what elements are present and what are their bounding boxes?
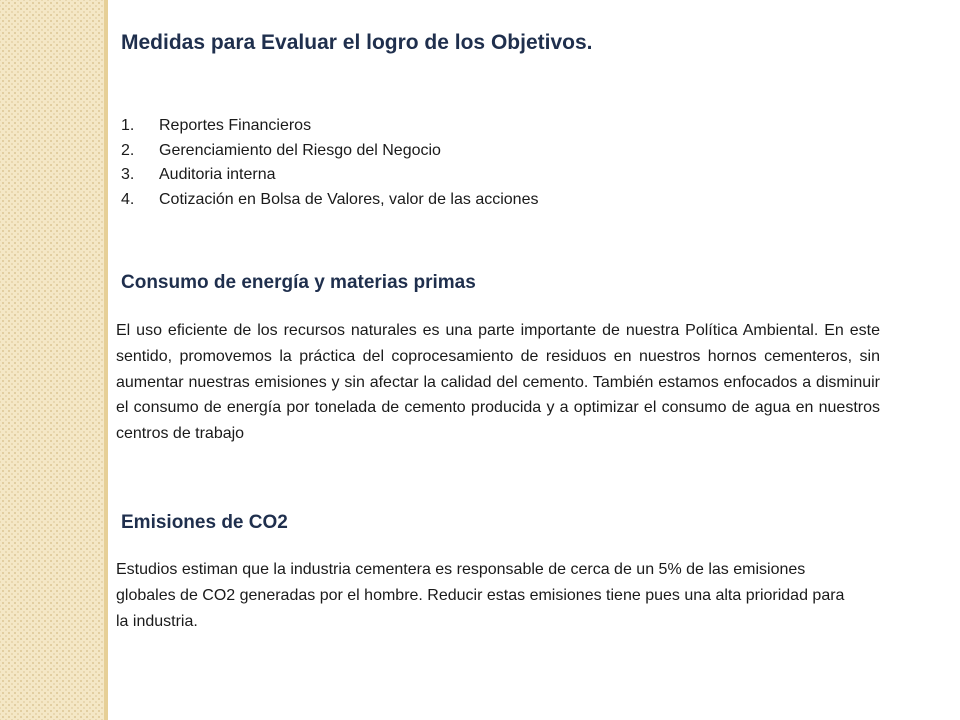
- energy-paragraph: El uso eficiente de los recursos naturales es una parte importante de nuestra Política Ambiental. En este sentido, promovemos la práctica del coprocesamiento de residuos en nuestros hornos cementeros, sin aumentar nuestras emisiones y sin afectar la calidad del cemento. También estamos enfocados a disminuir el consumo de energía por tonelada de cemento producida y a optimizar el consumo de agua en nuestros centros de trabajo: [116, 322, 880, 443]
- list-item: [121, 188, 538, 213]
- objectives-list: [121, 114, 538, 212]
- list-item-text: Cotización en Bolsa de Valores, valor de las acciones: [159, 190, 539, 208]
- emissions-paragraph: Estudios estiman que la industria cementera es responsable de cerca de un 5% de las emisiones globales de CO2 generadas por el hombre. Reducir estas emisiones tiene pues una alta prioridad para la industria.: [116, 561, 845, 630]
- list-item: [121, 163, 538, 188]
- list-item: [121, 139, 538, 164]
- slide-title: Medidas para Evaluar el logro de los Objetivos.: [121, 31, 593, 54]
- list-item-text: Gerenciamiento del Riesgo del Negocio: [159, 141, 441, 159]
- list-item-number: 2.: [121, 141, 135, 159]
- list-item-number: 4.: [121, 190, 135, 208]
- list-item-number: 3.: [121, 166, 135, 183]
- emissions-section-heading: Emisiones de CO2: [121, 512, 288, 533]
- list-item-number: 1.: [121, 117, 135, 134]
- list-item: [121, 114, 538, 139]
- energy-section-heading: Consumo de energía y materias primas: [121, 272, 476, 293]
- list-item-text: Auditoria interna: [159, 166, 276, 183]
- list-item-text: Reportes Financieros: [159, 117, 312, 134]
